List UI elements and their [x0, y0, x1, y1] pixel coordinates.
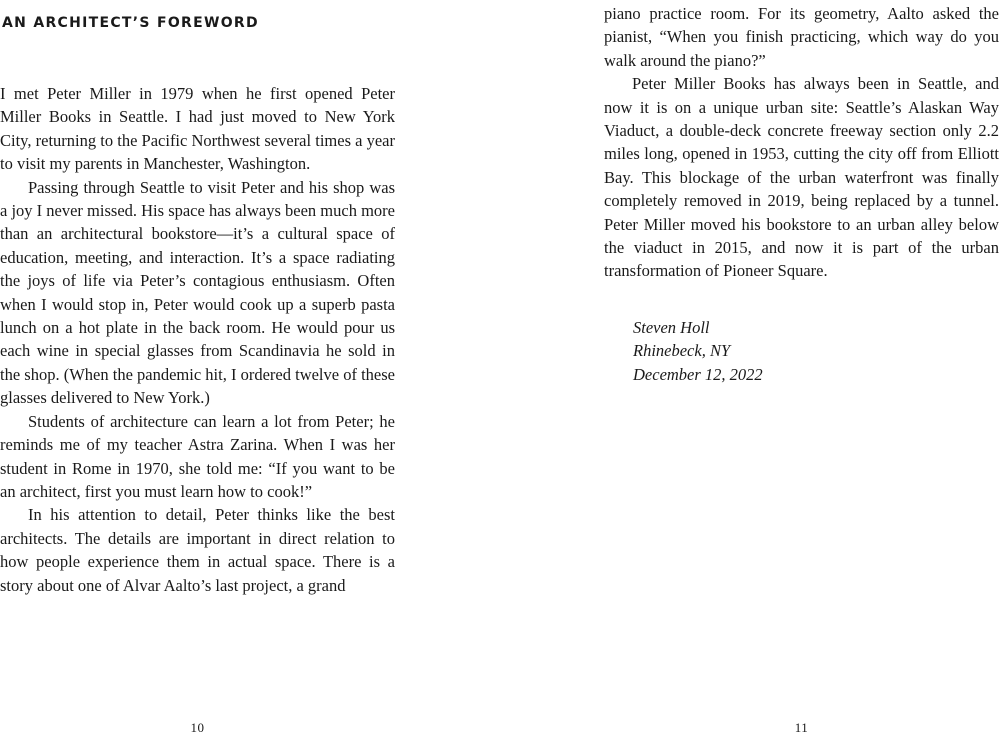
- signature-date: December 12, 2022: [633, 364, 763, 384]
- author-name: Steven Holl: [633, 318, 710, 337]
- page-number-left: 10: [190, 720, 205, 735]
- paragraph: piano practice room. For its geometry, Aalto asked the pianist, “When you finish practicing, which way do you walk around the piano?”: [604, 4, 999, 70]
- paragraph: Passing through Seattle to visit Peter and his shop was a joy I never missed. His space has always been much more than an architectural bookstore—it’s a cultural space of education, meeting, and interaction. It’s a space radiating the joys of life via Peter’s contagious enthusiasm. Often when I would stop in, Peter would cook up a superb pasta lunch on a hot plate in the back room. He would pour us each wine in special glasses from Scandinavia he sold in the shop. (When the pandemic hit, I ordered twelve of these glasses delivered to New York.): [0, 177, 395, 408]
- chapter-heading: AN ARCHITECT’S FOREWORD: [2, 15, 259, 31]
- paragraph: In his attention to detail, Peter thinks like the best architects. The details are important in direct relation to how people experience them in actual space. There is a story about one of Alvar Aalto’s last project, a grand: [0, 505, 395, 595]
- left-page: [0, 0, 395, 750]
- right-body-text: [604, 2, 999, 283]
- left-body-text: [0, 82, 395, 597]
- signature-place: Rhinebeck, NY: [633, 341, 731, 361]
- paragraph: Peter Miller Books has always been in Seattle, and now it is on a unique urban site: Seattle’s Alaskan Way Viaduct, a double-deck concrete freeway section only 2.2 miles long, opened in 1953, cutting the city off from Elliott Bay. This blockage of the urban waterfront was finally completely removed in 2019, being replaced by a tunnel. Peter Miller moved his bookstore to an urban alley below the viaduct in 2015, and now it is part of the urban transformation of Pioneer Square.: [604, 74, 999, 281]
- signature-block: [633, 316, 763, 386]
- paragraph: I met Peter Miller in 1979 when he first opened Peter Miller Books in Seattle. I had just moved to New York City, returning to the Pacific Northwest several times a year to visit my parents in Manchester, Washington.: [0, 84, 395, 174]
- paragraph: Students of architecture can learn a lot from Peter; he reminds me of my teacher Astra Zarina. When I was her student in Rome in 1970, she told me: “If you want to be an architect, first you must learn how to cook!”: [0, 411, 395, 501]
- page-number-right: 11: [794, 720, 809, 735]
- right-page: [604, 0, 999, 750]
